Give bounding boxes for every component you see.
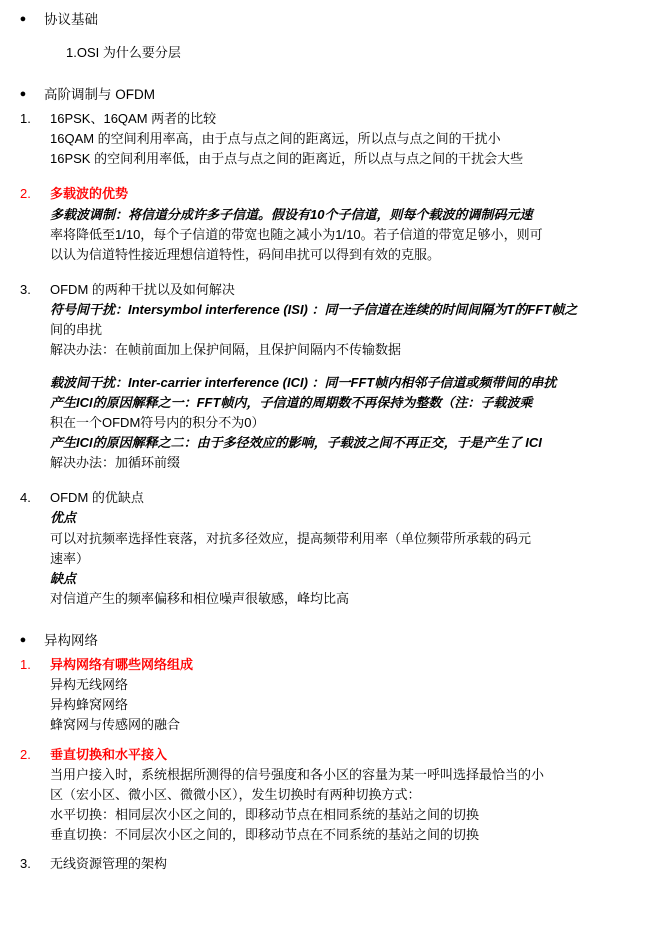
list-item-line: 异构蜂窝网络 [50, 697, 129, 713]
bullet-dot-icon: ● [19, 634, 27, 647]
list-item-number: 4. [20, 490, 31, 506]
section-heading-row [14, 85, 639, 106]
list-item-line: 蜂窝网与传感网的融合 [50, 717, 181, 733]
list-item [14, 280, 639, 473]
list-item-line: 水平切换：相同层次小区之间的，即移动节点在相同系统的基站之间的切换 [50, 806, 480, 822]
list-item-body [44, 655, 639, 736]
list-item-line: 16PSK 的空间利用率低，由于点与点之间的距离近，所以点与点之间的干扰会大些 [50, 151, 524, 167]
list-item-line: 缺点 [50, 570, 77, 586]
list-item-line: 符号间干扰：Intersymbol interference (ISI) ：同一子信道在连续的时间间隔为T的FFT帧之 [50, 302, 578, 318]
list-item-line: 当用户接入时，系统根据所测得的信号强度和各小区的容量为某一呼叫选择最恰当的小 [50, 766, 545, 782]
list-item [14, 854, 639, 874]
bullet-dot-icon: ● [19, 13, 27, 25]
section-title: 异构网络 [44, 633, 98, 649]
list-item-line: 多载波调制：将信道分成许多子信道。假设有10个子信道，则每个载波的调制码元速 [50, 206, 533, 222]
list-item [14, 109, 639, 169]
list-item-line: 优点 [50, 510, 77, 526]
list-item-body [44, 184, 639, 265]
list-item-line: 可以对抗频率选择性衰落，对抗多径效应，提高频带利用率（单位频带所承载的码元 [50, 530, 532, 546]
list-item-line: 解决办法：加循环前缀 [50, 455, 181, 471]
list-item-number: 1. [20, 110, 31, 126]
list-item-line: 异构无线网络 [50, 677, 129, 693]
list-item-body [44, 280, 639, 473]
section-title: 高阶调制与 OFDM [44, 87, 155, 103]
list-item-line: 解决办法：在帧前面加上保护间隔，且保护间隔内不传输数据 [50, 342, 402, 358]
list-item [14, 745, 639, 846]
list-item-line: 垂直切换：不同层次小区之间的，即移动节点在不同系统的基站之间的切换 [50, 827, 480, 843]
list-item-body [44, 109, 639, 169]
section-heading-row [14, 10, 639, 31]
list-item-heading: 异构网络有哪些网络组成 [50, 657, 194, 672]
list-item-line: 16QAM 的空间利用率高，由于点与点之间的距离远，所以点与点之间的干扰小 [50, 131, 501, 147]
list-item-line: 率将降低至1/10，每个子信道的带宽也随之减小为1/10。若子信道的带宽足够小，则可 [50, 226, 543, 242]
bullet-dot-icon: ● [19, 88, 27, 101]
list-item-heading: 多载波的优势 [50, 186, 129, 202]
list-item-number: 2. [20, 746, 31, 762]
list-item-line: 产生ICI的原因解释之一：FFT帧内，子信道的周期数不再保持为整数（注：子载波乘 [50, 394, 533, 410]
list-item-line: 以认为信道特性接近理想信道特性，码间串扰可以得到有效的克服。 [50, 246, 441, 262]
list-item-number: 1. [20, 657, 31, 672]
list-item-body [44, 488, 639, 609]
list-item-heading: 无线资源管理的架构 [50, 856, 168, 872]
section-title: 协议基础 [44, 12, 98, 27]
list-item [14, 184, 639, 265]
list-item-number: 3. [20, 856, 31, 872]
list-item-line: 积在一个OFDM符号内的积分不为0） [50, 414, 265, 430]
list-item [14, 488, 639, 609]
list-item-heading: 16PSK、16QAM 两者的比较 [50, 110, 217, 126]
list-item-heading: OFDM 的两种干扰以及如何解决 [50, 281, 235, 297]
list-item-line: 区（宏小区、微小区、微微小区），发生切换时有两种切换方式： [50, 786, 421, 802]
list-item [14, 655, 639, 736]
list-item-number: 2. [20, 186, 31, 202]
list-item-number: 3. [20, 281, 31, 297]
list-item-line: 载波间干扰：Inter-carrier interference (ICI) ：同一FFT帧内相邻子信道或频带间的串扰 [50, 374, 557, 390]
list-item-line: 速率） [50, 550, 90, 566]
list-item-heading: 垂直切换和水平接入 [50, 746, 168, 762]
section-heading-row [14, 631, 639, 652]
list-item-line: 间的串扰 [50, 322, 103, 338]
list-item-body [44, 854, 639, 874]
list-item-heading: OFDM 的优缺点 [50, 490, 144, 506]
list-item-line: 产生ICI的原因解释之二：由于多径效应的影响，子载波之间不再正交，于是产生了 ICI [50, 434, 542, 450]
list-item-body [44, 745, 639, 846]
list-item-line: 对信道产生的频率偏移和相位噪声很敏感，峰均比高 [50, 590, 350, 606]
section-subline: 1.OSI 为什么要分层 [66, 44, 181, 60]
